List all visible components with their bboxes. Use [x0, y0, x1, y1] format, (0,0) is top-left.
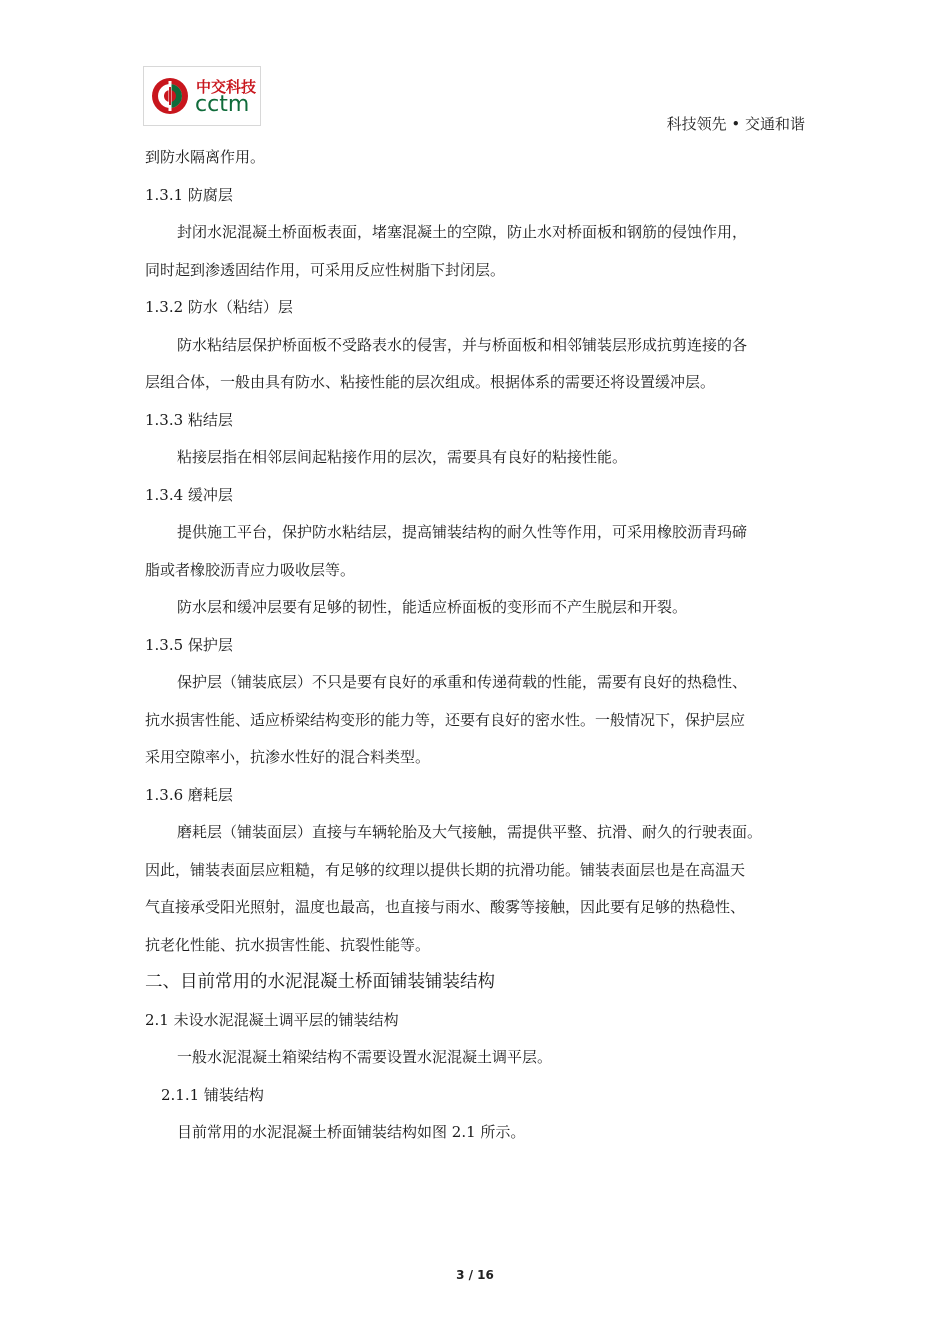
paragraph-line: 抗老化性能、抗水损害性能、抗裂性能等。 [145, 935, 431, 954]
paragraph-line: 粘接层指在相邻层间起粘接作用的层次，需要具有良好的粘接性能。 [177, 448, 628, 466]
paragraph-line: 层组合体，一般由具有防水、粘接性能的层次组成。根据体系的需要还将设置缓冲层。 [145, 373, 716, 391]
paragraph-line: 因此，铺装表面层应粗糙，有足够的纹理以提供长期的抗滑功能。铺装表面层也是在高温天 [145, 860, 746, 879]
header-divider [143, 136, 807, 137]
heading-2-1: 2.1 未设水泥混凝土调平层的铺装结构 [145, 1010, 399, 1029]
paragraph-line: 防水粘结层保护桥面板不受路表水的侵害，并与桥面板和相邻铺装层形成抗剪连接的各 [177, 335, 748, 354]
paragraph-line: 气直接承受阳光照射，温度也最高，也直接与雨水、酸雾等接触，因此要有足够的热稳性、 [145, 898, 746, 916]
paragraph-line: 磨耗层（铺装面层）直接与车辆轮胎及大气接触，需提供平整、抗滑、耐久的行驶表面。 [177, 823, 763, 841]
paragraph-line: 保护层（铺装底层）不只是要有良好的承重和传递荷载的性能，需要有良好的热稳性、 [177, 673, 748, 691]
paragraph-line: 同时起到渗透固结作用，可采用反应性树脂下封闭层。 [145, 260, 506, 279]
document-body [145, 139, 809, 1152]
paragraph-line: 目前常用的水泥混凝土桥面铺装结构如图 2.1 所示。 [177, 1123, 526, 1141]
paragraph-line: 采用空隙率小，抗渗水性好的混合料类型。 [145, 748, 431, 766]
heading-2-1-1: 2.1.1 铺装结构 [161, 1085, 264, 1104]
paragraph-line: 一般水泥混凝土箱梁结构不需要设置水泥混凝土调平层。 [177, 1048, 553, 1066]
paragraph-line: 抗水损害性能、适应桥梁结构变形的能力等，还要有良好的密水性。一般情况下，保护层应 [145, 710, 746, 729]
page-number: 3 / 16 [456, 1268, 494, 1282]
heading-1-3-4: 1.3.4 缓冲层 [145, 485, 233, 504]
heading-1-3-3: 1.3.3 粘结层 [145, 410, 233, 429]
heading-1-3-6: 1.3.6 磨耗层 [145, 785, 233, 804]
heading-1-3-5: 1.3.5 保护层 [145, 635, 233, 654]
company-logo [143, 66, 261, 126]
heading-1-3-1: 1.3.1 防腐层 [145, 185, 233, 204]
header-slogan: 科技领先 • 交通和谐 [666, 115, 805, 133]
paragraph-line: 提供施工平台，保护防水粘结层，提高铺装结构的耐久性等作用，可采用橡胶沥青玛碲 [177, 523, 748, 541]
logo-english-text: cctm [195, 92, 250, 117]
cctm-logo-icon [150, 75, 190, 117]
paragraph-line: 封闭水泥混凝土桥面板表面，堵塞混凝土的空隙，防止水对桥面板和钢筋的侵蚀作用， [177, 223, 748, 241]
heading-1-3-2: 1.3.2 防水（粘结）层 [145, 298, 293, 316]
paragraph-line: 脂或者橡胶沥青应力吸收层等。 [145, 560, 356, 579]
section-heading-2: 二、目前常用的水泥混凝土桥面铺装铺装结构 [145, 972, 495, 992]
logo-chinese-text: 中交科技 [196, 78, 257, 96]
paragraph-continuation: 到防水隔离作用。 [145, 148, 266, 166]
paragraph-line: 防水层和缓冲层要有足够的韧性，能适应桥面板的变形而不产生脱层和开裂。 [177, 598, 688, 616]
